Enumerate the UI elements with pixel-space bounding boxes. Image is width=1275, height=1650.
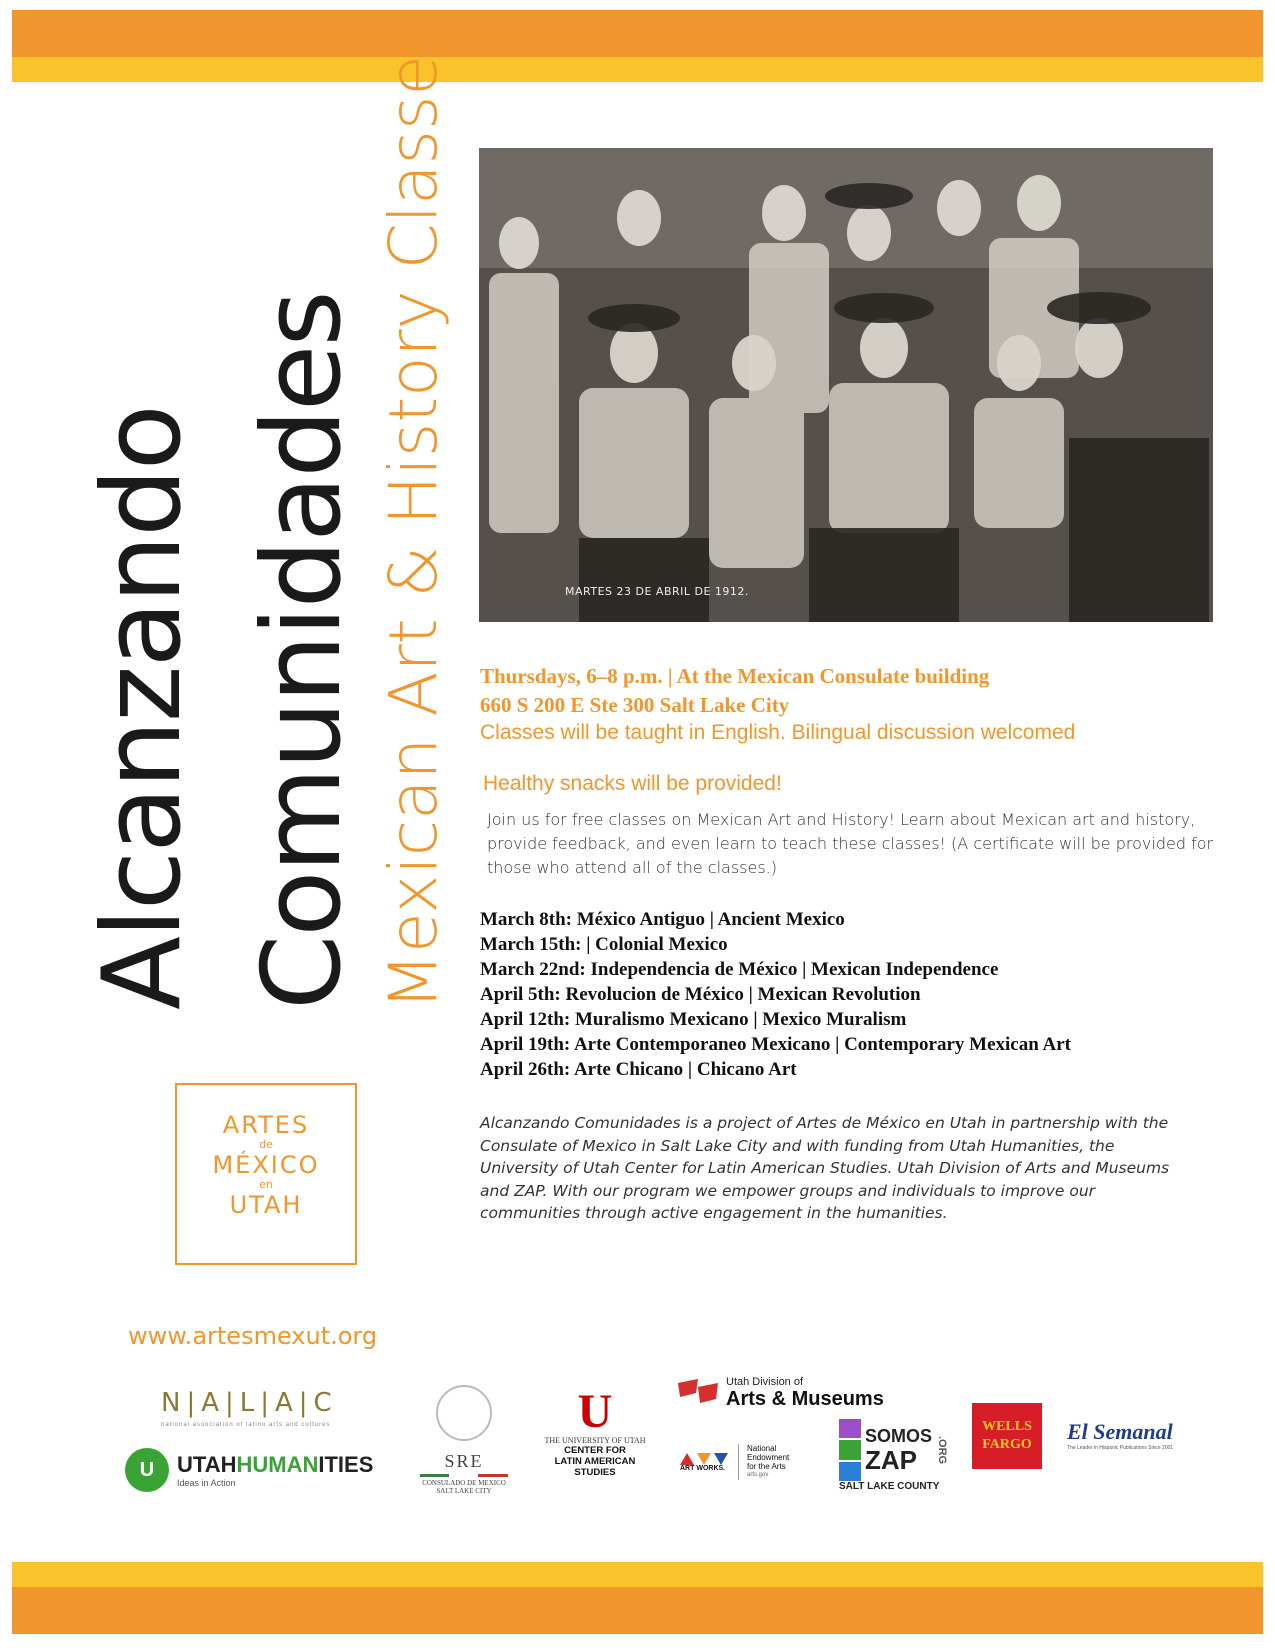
utah-humanities-logo [125,1448,373,1492]
university-of-utah-logo [535,1385,655,1478]
class-schedule [480,907,1071,1082]
udam-line-2: Arts & Museums [726,1388,884,1410]
logo-artes: ARTES [222,1111,310,1139]
zap-org: .ORG [936,1435,949,1465]
schedule-item: April 19th: Arte Contemporaneo Mexicano | Contemporary Mexican Art [480,1034,1071,1055]
bottom-orange-band [12,1587,1263,1634]
bottom-yellow-band [12,1562,1263,1587]
snacks-note: Healthy snacks will be provided! [483,772,782,795]
schedule-item: April 26th: Arte Chicano | Chicano Art [480,1059,797,1080]
somos-zap-logo [839,1419,949,1492]
sre-consulate-logo [416,1385,512,1495]
nea-artworks: ART WORKS. [680,1464,726,1472]
mexico-seal-icon [436,1385,492,1441]
el-semanal-tagline: The Leader in Hispanic Publications Since 2001 [1067,1445,1174,1451]
photo-figures [479,148,1213,622]
wf-line-2: FARGO [982,1437,1032,1452]
logo-mexico: MÉXICO [212,1151,320,1179]
uofu-line-3: LATIN AMERICAN STUDIES [554,1456,636,1478]
top-orange-band [12,10,1263,57]
utah-arts-museums-logo [676,1376,884,1411]
logo-utah: UTAH [229,1191,303,1219]
logo-de: de [259,1138,273,1151]
utah-humanities-icon: U [125,1448,169,1492]
title-line-2: Comunidades [240,292,365,1010]
el-semanal-name: El Semanal [1067,1419,1173,1444]
language-note: Classes will be taught in English. Bilingual discussion welcomed [480,721,1076,744]
zap-county: SALT LAKE COUNTY [839,1481,940,1492]
zap-somos: SOMOS [865,1426,933,1446]
logo-en: en [259,1178,273,1191]
photo-caption: MARTES 23 DE ABRIL DE 1912. [565,585,749,598]
udam-line-1: Utah Division of [726,1376,804,1388]
arts-flag-icon [676,1377,720,1411]
uofu-line-2: CENTER FOR [564,1445,626,1456]
address: 660 S 200 E Ste 300 Salt Lake City [480,693,790,717]
website-link[interactable]: www.artesmexut.org [128,1322,378,1350]
zap-color-icons [839,1419,861,1481]
utah-humanities-name: UTAHHUMANITIES [177,1452,374,1477]
schedule-item: March 22nd: Independencia de México | Mexican Independence [480,959,999,980]
nalac-logo: N|A|L|A|C [161,1388,338,1418]
uofu-line-1: THE UNIVERSITY OF UTAH [544,1436,646,1445]
title-line-1: Alcanzando [80,406,205,1010]
sre-title: SRE [444,1451,484,1471]
schedule-item: April 5th: Revolucion de México | Mexican Revolution [480,984,921,1005]
el-semanal-logo [1067,1419,1173,1451]
historic-group-photo [479,148,1213,622]
top-yellow-band [12,57,1263,82]
sre-flag-line [420,1474,508,1477]
utah-humanities-tagline: Ideas in Action [177,1478,236,1488]
subtitle: Mexican Art & History Classes [375,20,452,1010]
wf-line-1: WELLS [982,1419,1032,1434]
schedule-item: March 8th: México Antiguo | Ancient Mexico [480,909,845,930]
zap-zap: ZAP [865,1445,917,1475]
intro-paragraph: Join us for free classes on Mexican Art and History! Learn about Mexican art and history, provide feedback, and even learn to teach these classes! (A certificate will be provided for those who attend all of the classes.) [487,810,1214,877]
sre-sub-1: CONSULADO DE MEXICO [422,1479,506,1487]
nea-triangles-icon [680,1453,728,1465]
nalac-subtitle: national association of latino arts and cultures [161,1422,331,1428]
sre-sub-2: SALT LAKE CITY [436,1487,492,1495]
schedule-item: March 15th: | Colonial Mexico [480,934,728,955]
about-paragraph: Alcanzando Comunidades is a project of Artes de México en Utah in partnership with the Consulate of Mexico in Salt Lake City and with funding from Utah Humanities, the University of Utah Center for Latin American Studies. Utah Division of Arts and Museums and ZAP. With our program we empower groups and individuals to improve our communities through active engagement in the humanities. [480,1114,1170,1222]
block-u-icon: U [577,1385,613,1438]
wells-fargo-logo [972,1403,1042,1469]
schedule-time-location: Thursdays, 6–8 p.m. | At the Mexican Consulate building [480,664,990,688]
schedule-item: April 12th: Muralismo Mexicano | Mexico Muralism [480,1009,907,1030]
nea-logo [680,1444,789,1480]
artes-de-mexico-logo [175,1083,357,1265]
nea-name: National Endowment for the Arts arts.gov [738,1444,789,1480]
